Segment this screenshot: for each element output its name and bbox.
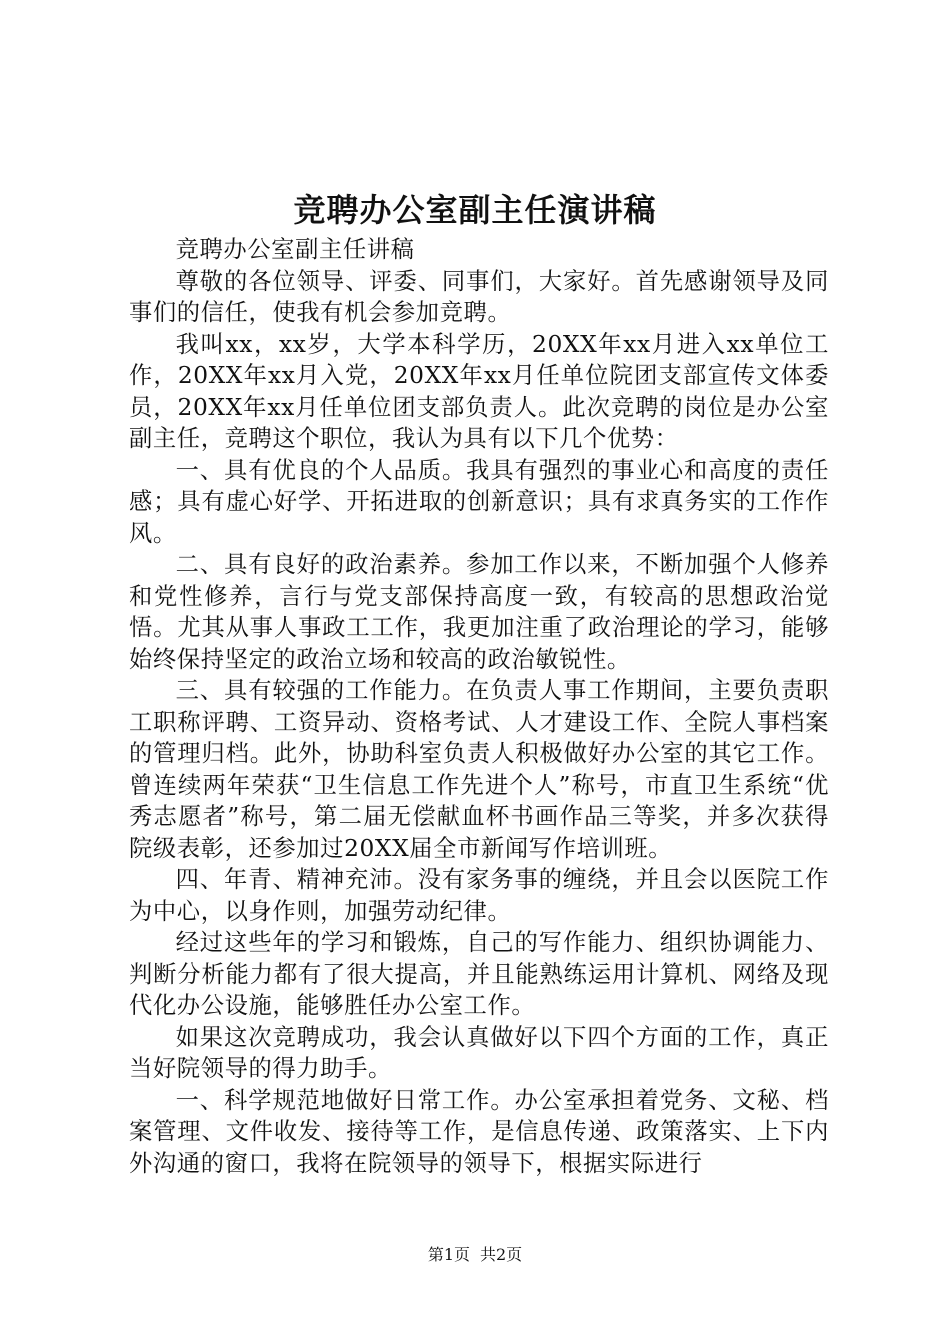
paragraph-commitment: 如果这次竞聘成功，我会认真做好以下四个方面的工作，真正当好院领导的得力助手。 — [129, 1023, 829, 1082]
page-number: 第1页 — [427, 1245, 470, 1264]
paragraph-advantage-4: 四、年青、精神充沛。没有家务事的缠绕，并且会以医院工作为中心，以身作则，加强劳动纪律。 — [129, 866, 829, 925]
page-footer — [0, 1244, 950, 1266]
paragraph-summary: 经过这些年的学习和锻炼，自己的写作能力、组织协调能力、判断分析能力都有了很大提高，并且能熟练运用计算机、网络及现代化办公设施，能够胜任办公室工作。 — [129, 929, 829, 1019]
paragraph-plan-1: 一、科学规范地做好日常工作。办公室承担着党务、文秘、档案管理、文件收发、接待等工作，是信息传递、政策落实、上下内外沟通的窗口，我将在院领导的领导下，根据实际进行 — [129, 1086, 829, 1177]
paragraph-subtitle: 竞聘办公室副主任讲稿 — [175, 236, 415, 263]
document-body — [129, 234, 829, 1179]
paragraph-advantage-2: 二、具有良好的政治素养。参加工作以来，不断加强个人修养和党性修养，言行与党支部保持高度一致，有较高的思想政治觉悟。尤其从事人事政工工作，我更加注重了政治理论的学习，能够始终保持坚定的政治立场和较高的政治敏锐性。 — [129, 551, 829, 673]
paragraph-advantage-1: 一、具有优良的个人品质。我具有强烈的事业心和高度的责任感；具有虚心好学、开拓进取的创新意识；具有求真务实的工作作风。 — [129, 456, 829, 547]
document-title: 竞聘办公室副主任演讲稿 — [293, 191, 657, 229]
paragraph-advantage-3: 三、具有较强的工作能力。在负责人事工作期间，主要负责职工职称评聘、工资异动、资格考试、人才建设工作、全院人事档案的管理归档。此外，协助科室负责人积极做好办公室的其它工作。曾连续两年荣获“卫生信息工作先进个人”称号，市直卫生系统“优秀志愿者”称号，第二届无偿献血杯书画作品三等奖，并多次获得院级表彰，还参加过20XX届全市新闻写作培训班。 — [129, 677, 829, 862]
paragraph-greeting: 尊敬的各位领导、评委、同事们，大家好。首先感谢领导及同事们的信任，使我有机会参加竞聘。 — [129, 267, 829, 326]
paragraph-introduction: 我叫xx，xx岁，大学本科学历，20XX年xx月进入xx单位工作，20XX年xx月入党，20XX年xx月任单位院团支部宣传文体委员，20XX年xx月任单位团支部负责人。此次竞聘的岗位是办公室副主任，竞聘这个职位，我认为具有以下几个优势： — [129, 330, 829, 452]
page-total: 共2页 — [480, 1245, 523, 1264]
